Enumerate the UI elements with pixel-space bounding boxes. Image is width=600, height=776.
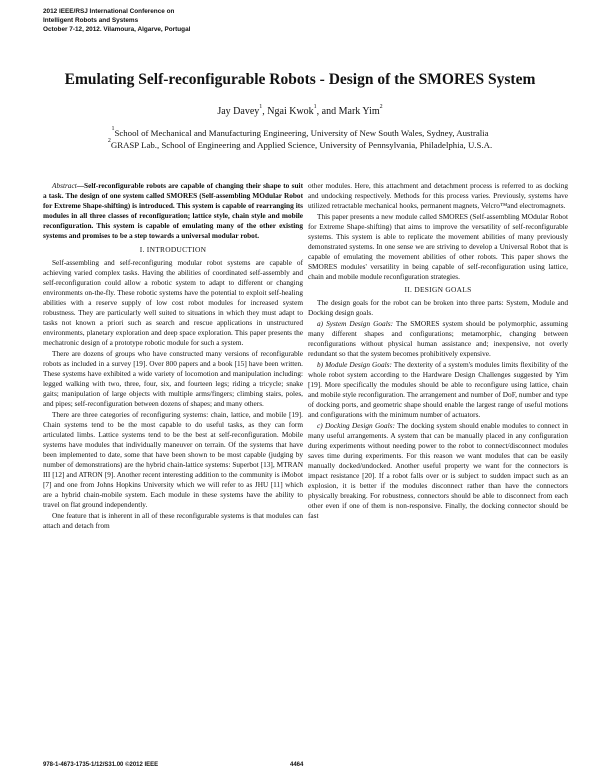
design-goal-module: b) Module Design Goals: The dexterity of a system's modules limits flexibility of the whole robot system according to the Hardware Design Challenges suggested by Yim [19]. More specifically the modules should be able to reconfigure using lattice, chain and mobile style reconfiguration. The arrangement and number of DoF, number and type of docking ports, and geometric shape should enable the largest range of useful motions and configurations with the minimum number of actuators. — [308, 360, 568, 419]
paragraph: This paper presents a new module called SMORES (Self-assembling MOdular Robot for Extreme Shape-shifting) that aims to improve the versatility of self-reconfigurable systems. This system is able to replicate the movement abilities of many previously demonstrated systems. In one sense we are striving to develop a Universal Robot that is capable of emulating the movement abilities of other robots. This paper shows the SMORES modules' versatility in being capable of self-reconfiguration using lattice, chain and mobile module reconfiguration strategies. — [308, 212, 568, 281]
author-mark: 1 — [313, 104, 317, 110]
right-column — [308, 181, 568, 522]
affiliation-mark: 2 — [107, 137, 111, 144]
paper-title: Emulating Self-reconfigurable Robots - Design of the SMORES System — [64, 71, 536, 88]
author-mark: 2 — [379, 104, 383, 110]
design-goal-system: a) System Design Goals: The SMORES system should be polymorphic, assuming many different shapes and configurations; metamorphic, changing between reconfigurations without physical human assistance and; inexpensive, not overly redundant so that the system becomes prohibitively expensive. — [308, 319, 568, 358]
conference-line: Intelligent Robots and Systems — [43, 17, 139, 24]
author-name: Ngai Kwok — [267, 106, 314, 117]
section-heading-design-goals: II. DESIGN GOALS — [404, 285, 472, 294]
affiliation: $^1$School of Mechanical and Manufacturing Engineering, University of New South Wales, Sydney, Australia — [111, 126, 489, 138]
paragraph: Self-assembling and self-reconfiguring modular robot systems are capable of achieving varied complex tasks. Having the abilities of coordinated self-assembly and self-reconfiguration could allow a robotic system to adapt to different or changing environments on-the-fly. These robotic systems have the potential to exploit self-healing abilities with a reserve supply of low cost robot modules for increased system robustness. They are particularly well suited to situations in which they must adapt to tasks not known a priori such as search and rescue applications in unstructured environments, planetary exploration and deep space exploration. This paper presents the mechatronic design of a prototype robotic module for such a system. — [43, 258, 303, 347]
conference-header — [43, 7, 303, 34]
author-name: Jay Davey — [217, 106, 260, 117]
affiliation: $^2$GRASP Lab., School of Engineering and Applied Science, University of Pennsylvania, Philadelphia, U.S.A. — [107, 137, 493, 150]
page-number: 4464 — [290, 762, 304, 768]
paragraph: The design goals for the robot can be broken into three parts: System, Module and Docking design goals. — [308, 298, 568, 317]
footer-isbn: 978-1-4673-1735-1/12/S31.00 ©2012 IEEE — [43, 762, 159, 768]
left-column — [43, 181, 303, 532]
paragraph: There are three categories of reconfiguring systems: chain, lattice, and mobile [19]. Chain systems tend to be the most capable to do useful tasks, as they can form articulated limbs. Lattice systems tend to be the best at self-reconfiguration. Mobile systems have modules that individually maneuver on terrain. Of the systems that have been implemented to date, some that have been shown to be most capable (judging by number of demonstrations) are the hybrid chain-lattice systems: Superbot [13], MTRAN III [12] and ATRON [9]. Another recent interesting addition to the community is iMobot [7] and one from Johns Hopkins University which we will refer to as JHU [11] which are a hybrid chain-mobile system. Each module in these systems have the ability to travel on flat ground independently. — [43, 410, 303, 509]
section-heading-introduction: I. INTRODUCTION — [139, 245, 207, 254]
author-name: Mark Yim — [338, 106, 380, 117]
author-mark: 1 — [259, 104, 263, 110]
affiliation-mark: 1 — [111, 126, 115, 132]
abstract-label: Abstract — [52, 181, 77, 190]
author-list: Jay Davey$^1$, Ngai Kwok$^1$, and Mark Yim$^2$ — [217, 104, 383, 117]
affiliations — [0, 128, 600, 151]
abstract-text: —Self-reconfigurable robots are capable of changing their shape to suit a task. The design of one system called SMORES (Self-assembling MOdular Robot for Extreme Shape-shifting) is introduced. This system is capable of rearranging its modules in all three classes of reconfiguration; lattice style, chain style and mobile reconfiguration. This system is capable of emulating many of the other existing systems and promises to be a step towards a universal modular robot. — [43, 181, 303, 240]
design-goal-docking: c) Docking Design Goals: The docking system should enable modules to connect in many useful arrangements. A system that can be manually placed in any configuration during experiments without needing power to the robot to connect/disconnect modules saves time during experiments. For this reason we want modules that can be easily manually docked/undocked. Another useful property we want for the connectors is impact resistance [20]. If a robot falls over or is subject to sudden impact such as an explosion, it is better if the modules disconnect rather than have the connectors physically breaking. For robustness, connectors should be able to disconnect from each other even if one of them is non-responsive. Finally, the docking connector should be fast — [308, 421, 568, 520]
paragraph: other modules. Here, this attachment and detachment process is referred to as docking and undocking respectively. Methods for this process varies. Previously, systems have utilized retractable mechanical hooks, permanent magnets, Velcro™and electromagnets. — [308, 181, 568, 210]
conference-line: October 7-12, 2012. Vilamoura, Algarve, Portugal — [43, 26, 191, 33]
abstract — [43, 181, 303, 241]
paragraph: There are dozens of groups who have constructed many versions of reconfigurable robots as included in a survey [19]. Over 800 papers and a book [15] have been written. These systems have exhibited a wide variety of locomotion and manipulation including: legged walking with two, three, four, six, and fourteen legs; riding a tricycle; snake gaits; manipulation of large objects with multiple arms/fingers; climbing stairs, poles, and pipes; self-reconfiguration between dozens of shapes; and many others. — [43, 349, 303, 408]
paragraph: One feature that is inherent in all of these reconfigurable systems is that modules can attach and detach from — [43, 511, 303, 530]
conference-line: 2012 IEEE/RSJ International Conference on — [43, 8, 175, 15]
